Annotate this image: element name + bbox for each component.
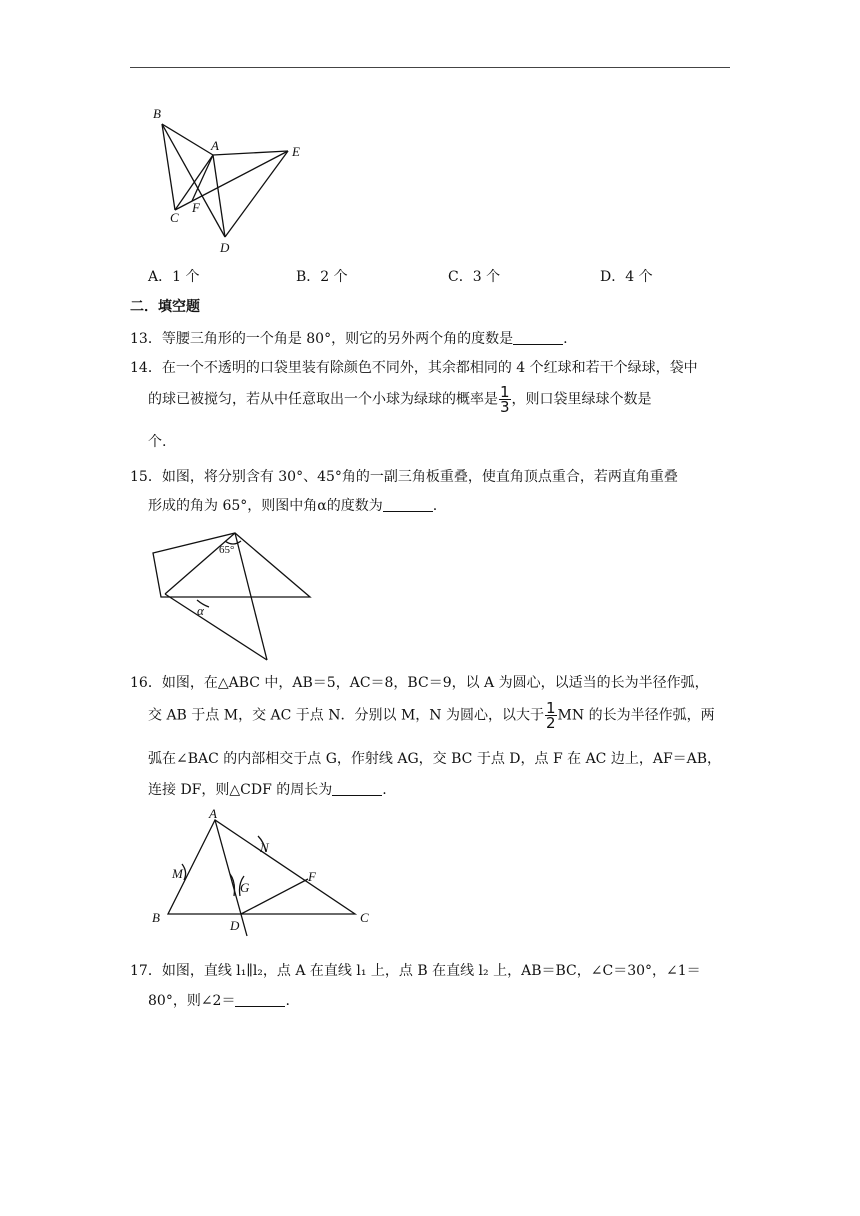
- fig12-label-f: F: [192, 200, 200, 215]
- q15-end: .: [432, 498, 438, 514]
- figure-q15: [145, 525, 320, 665]
- q14-frac-den: 3: [500, 398, 510, 416]
- q14-line1: 14．在一个不透明的口袋里装有除颜色不同外，其余都相同的 4 个红球和若干个绿球，袋中: [130, 360, 698, 376]
- q16-line4-pre: 连接 DF，则△CDF 的周长为: [148, 782, 333, 798]
- figure-q16: [140, 806, 380, 946]
- header-rule: [130, 67, 730, 68]
- fig12-label-a: A: [211, 138, 219, 153]
- fig15-angle-label: 65°: [219, 544, 235, 556]
- fig12-label-b: B: [153, 106, 161, 121]
- fig16-label-m: M: [172, 866, 183, 881]
- choice-d[interactable]: D．4 个: [600, 269, 653, 285]
- q16-line3: 弧在∠BAC 的内部相交于点 G，作射线 AG，交 BC 于点 D，点 F 在 AC 边上，AF＝AB，: [148, 751, 722, 767]
- figure-q12: [140, 100, 320, 260]
- q14-line2-post: ，则口袋里绿球个数是: [511, 391, 652, 408]
- fig12-label-e: E: [292, 144, 300, 159]
- q15-line2-text: 形成的角为 65°，则图中角α的度数为: [148, 498, 383, 514]
- q12-choices: [148, 266, 748, 286]
- q16-frac-den: 2: [546, 714, 556, 732]
- q16-line2-pre: 交 AB 于点 M，交 AC 于点 N．分别以 M，N 为圆心，以大于: [148, 707, 544, 724]
- q14-line3: 个.: [148, 434, 167, 450]
- q14-line2-pre: 的球已被搅匀，若从中任意取出一个小球为绿球的概率是: [148, 391, 498, 408]
- q16-line2-post: MN 的长为半径作弧，两: [557, 707, 715, 724]
- q17-answer-blank[interactable]: [235, 992, 285, 1007]
- q17-line2: [148, 990, 290, 1010]
- q16-end: .: [382, 782, 387, 798]
- q15-line1: 15．如图，将分别含有 30°、45°角的一副三角板重叠，使直角顶点重合，若两直角重叠: [130, 469, 678, 485]
- fig12-label-d: D: [220, 240, 230, 255]
- fig15-alpha-label: α: [197, 603, 204, 618]
- q16-frac-num: 1: [546, 699, 556, 717]
- choice-c[interactable]: C．3 个: [448, 269, 501, 285]
- q16-line4: [148, 779, 387, 799]
- fig16-label-d: D: [230, 918, 240, 933]
- choice-a[interactable]: A．1 个: [148, 269, 200, 285]
- q13-text: 13．等腰三角形的一个角是 80°，则它的另外两个角的度数是: [130, 331, 514, 347]
- q16-line2: [148, 701, 715, 730]
- q16-answer-blank[interactable]: [332, 781, 382, 796]
- fig16-label-g: G: [240, 880, 250, 895]
- fig16-label-n: N: [260, 840, 269, 855]
- q15-answer-blank[interactable]: [383, 497, 433, 512]
- q14-fraction: [499, 385, 511, 414]
- q13-answer-blank[interactable]: [513, 330, 563, 345]
- q17-end: .: [285, 993, 290, 1009]
- section-title: 二．填空题: [130, 299, 200, 315]
- q14-frac-num: 1: [500, 383, 510, 401]
- q14-line2: [148, 385, 652, 414]
- q15-line2: [148, 495, 437, 515]
- fig16-label-a: A: [209, 806, 217, 821]
- question-13: [130, 328, 568, 348]
- fig16-label-f: F: [308, 869, 316, 884]
- q17-line1: 17．如图，直线 l₁∥l₂，点 A 在直线 l₁ 上，点 B 在直线 l₂ 上，AB＝BC，∠C＝30°，∠1＝: [130, 963, 701, 979]
- q16-fraction: [545, 701, 557, 730]
- choice-b[interactable]: B．2 个: [296, 269, 348, 285]
- q16-line1: 16．如图，在△ABC 中，AB＝5，AC＝8，BC＝9，以 A 为圆心，以适当的长为半径作弧，: [130, 675, 709, 691]
- fig16-label-b: B: [152, 910, 160, 925]
- fig16-label-c: C: [360, 910, 369, 925]
- q13-end: .: [563, 331, 568, 347]
- fig12-label-c: C: [170, 210, 179, 225]
- q17-line2-pre: 80°，则∠2＝: [148, 993, 236, 1009]
